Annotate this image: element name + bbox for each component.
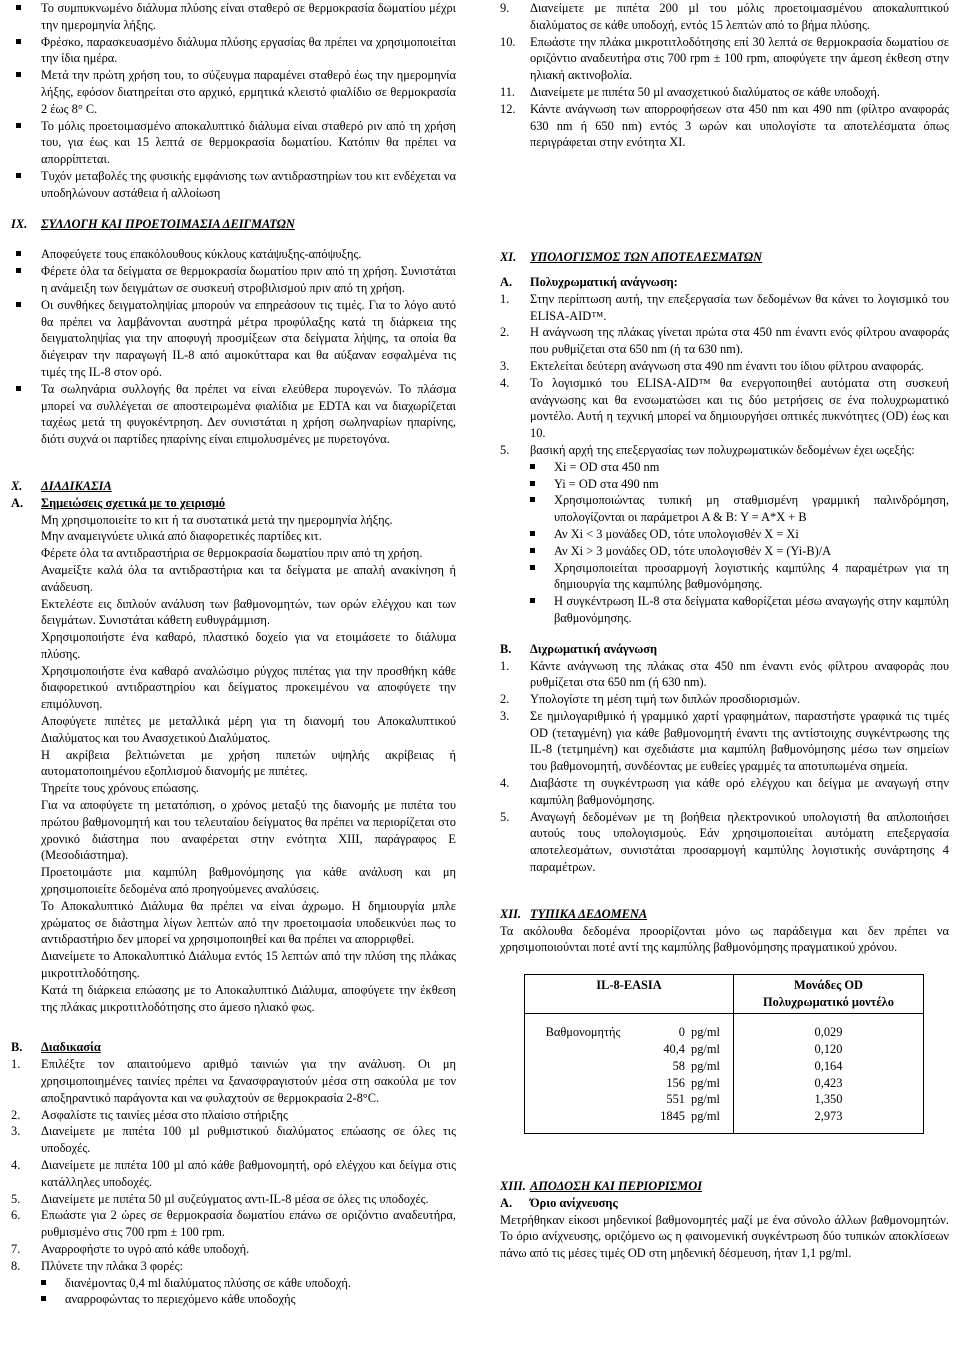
list-item: Φέρετε όλα τα δείγματα σε θερμοκρασία δωματίου πριν από τη χρήση. Συνιστάται η ανάμειξη των δειγμάτων σε συσκευή στροβιλισμού πριν από τη χρήση. xyxy=(11,263,456,297)
list-item: 1. Επιλέξτε τον απαιτούμενο αριθμό ταινιών για την ανάλυση. Οι μη χρησιμοποιημένες ταινίες πρέπει να ξανασφραγιστούν μέσα στη σακούλα με τον αποξηραντικό παράγοντα και να φυλαχτούν σε θερμοκρασία 2-8°C. xyxy=(11,1057,456,1105)
section-number: XI. xyxy=(500,250,517,265)
typical-data-text: Τα ακόλουθα δεδομένα προορίζονται μόνο ως παράδειγμα και δεν πρέπει να χρησιμοποιούνται ποτέ αντί της καμπύλης βαθμονόμησης πραγματικού χρόνου. xyxy=(500,923,949,955)
list-item: Το μόλις προετοιμασμένο αποκαλυπτικό διάλυμα είναι σταθερό ριν από τη χρήση του, για έως και 15 λεπτά σε θερμοκρασία δωματίου. Κατόπιν θα πρέπει να απορρίπτεται. xyxy=(11,118,456,168)
list-item: 10. Επωάστε την πλάκα μικροτιτλοδότησης επί 30 λεπτά σε θερμοκρασία δωματίου σε οριζόντιο αναδευτήρα στις 700 rpm ± 100 rpm, αποφύγετε την άμεση έκθεση στην ηλιακή ακτινοβολία. xyxy=(500,34,949,83)
note: Αποφύγετε πιπέτες με μεταλλικά μέρη για τη διανομή του Αποκαλυπτικού Διαλύματος και του Ανασχετικού Διαλύματος. xyxy=(41,714,456,745)
sample-bullets xyxy=(11,246,456,448)
subsection-letter: B. xyxy=(500,641,512,656)
section-number: X. xyxy=(11,478,23,493)
section-title: ΣΥΛΛΟΓΗ ΚΑΙ ΠΡΟΕΤΟΙΜΑΣΙΑ ΔΕΙΓΜΑΤΩΝ xyxy=(41,216,295,231)
table-cell: 0,029 0,120 0,164 0,423 1,350 2,973 xyxy=(734,1014,924,1134)
note: Χρησιμοποιήστε ένα καθαρό αναλώσιμο ρύγχος πιπέτας για την προσθήκη κάθε διαφορετικού αντιδραστηρίου και δείγματος προκειμένου να αποφύγετε την επιμόλυνση. xyxy=(41,663,456,712)
note: Μη χρησιμοποιείτε το κιτ ή τα συστατικά μετά την ημερομηνία λήξης. xyxy=(41,512,393,527)
list-item: αναρροφώντας το περιεχόμενο κάθε υποδοχής xyxy=(11,1291,456,1308)
note: Το Αποκαλυπτικό Διάλυμα θα πρέπει να είναι άχρωμο. Η δημιουργία μπλε χρώματος σε διάστημα λίγων λεπτών από την προετοιμασία υποδεικνύει πως το αντιδραστήριο δεν μπορεί να χρησιμοποιηθεί και θα πρέπει να απορριφθεί. xyxy=(41,898,456,947)
procedure-steps-continued xyxy=(500,0,949,151)
unit-values: pg/ml pg/ml pg/ml pg/ml pg/ml pg/ml xyxy=(691,1025,720,1124)
list-item: Χρησιμοποιώντας τυπική μη σταθμισμένη γραμμική παλινδρόμηση, υπολογίζονται οι παράμετροι A & B: Y = A*X + B xyxy=(500,492,949,526)
section-title: ΔΙΑΔΙΚΑΣΙΑ xyxy=(41,478,112,493)
right-column xyxy=(500,0,949,1262)
list-item: Χρησιμοποιείται προσαρμογή λογιστικής καμπύλης 4 παραμέτρων για τη δημιουργία της καμπύλης βαθμονόμησης. xyxy=(500,560,949,594)
list-item: 12. Κάντε ανάγνωση των απορροφήσεων στα 450 nm και 490 nm (φίλτρο αναφοράς 630 nm ή 650 nm) εντός 3 ωρών και υπολογίστε τα αποτελέσματα όπως περιγράφεται στην ενότητα XI. xyxy=(500,101,949,150)
list-item: 5. βασική αρχή της επεξεργασίας των πολυχρωματικών δεδομένων έχει ωςεξής: xyxy=(500,442,915,457)
subsection-letter: A. xyxy=(500,1195,513,1210)
polychromatic-steps xyxy=(500,291,949,627)
table-cell xyxy=(525,1014,734,1134)
section-heading-xii xyxy=(500,906,949,923)
section-title: ΤΥΠΙΚΑ ΔΕΔΟΜΕΝΑ xyxy=(530,906,648,921)
section-number: XII. xyxy=(500,906,522,921)
list-item: Η συγκέντρωση IL-8 στα δείγματα καθορίζεται μέσω αναγωγής στην καμπύλη βαθμονόμησης. xyxy=(500,593,949,627)
list-item: Φρέσκο, παρασκευασμένο διάλυμα πλύσης εργασίας θα πρέπει να χρησιμοποιείται την ίδια ημέρα. xyxy=(11,34,456,68)
list-item: 4. Το λογισμικό του ELISA-AID™ θα ενεργοποιηθεί αυτόματα στη συσκευή ανάγνωσης και θα ενσωματώσει και τις δύο μετρήσεις σε ένα πολυχρωματικό μοντέλο. Αυτή η τεχνική μπορεί να δημιουργήσει οπτικές πυκνότητες (OD) έως και 10. xyxy=(500,375,949,441)
list-item: Μετά την πρώτη χρήση του, το σύζευγμα παραμένει σταθερό έως την ημερομηνία λήξης, εφόσον διατηρείται στο αρχικό, ερμητικά κλειστό φιαλίδιο σε θερμοκρασία 2 έως 8° C. xyxy=(11,67,456,117)
list-item: Τυχόν μεταβολές της φυσικής εμφάνισης των αντιδραστηρίων του κιτ ενδέχεται να υποδηλώνουν αστάθεια ή αλλοίωση xyxy=(11,168,456,202)
note: Αναμείξτε καλά όλα τα αντιδραστήρια και τα δείγματα με απαλή ανακίνηση ή ανάδευση. xyxy=(41,562,456,594)
note: Η ακρίβεια βελτιώνεται με χρήση πιπετών υψηλής ακρίβειας ή αυτοματοποιημένου εξοπλισμού διανομής με πιπέτες. xyxy=(41,747,456,779)
section-heading-x xyxy=(11,478,456,495)
subsection-letter: A. xyxy=(500,274,513,289)
list-item: Αν Xi > 3 μονάδες OD, τότε υπολογισθέν X = (Yi-B)/A xyxy=(500,543,949,560)
list-item: 8. Πλύνετε την πλάκα 3 φορές: xyxy=(11,1258,183,1273)
list-item: 2. Ασφαλίστε τις ταινίες μέσα στο πλαίσιο στήριξης xyxy=(11,1107,288,1122)
list-item: 1. Κάντε ανάγνωση της πλάκας στα 450 nm έναντι ενός φίλτρου αναφοράς που ρυθμίζεται στα 650 nm (ή 630 nm). xyxy=(500,658,949,690)
list-item: 2. Η ανάγνωση της πλάκας γίνεται πρώτα στα 450 nm έναντι ενός φίλτρου αναφοράς που ρυθμίζεται στα 650 nm (ή τα 630 nm). xyxy=(500,325,949,357)
note: Χρησιμοποιήστε ένα καθαρό, πλαστικό δοχείο για να ετοιμάσετε το διάλυμα πλύσης. xyxy=(41,630,456,661)
section-heading-ix xyxy=(11,216,456,233)
section-title: ΥΠΟΛΟΓΙΣΜΟΣ ΤΩΝ ΑΠΟΤΕΛΕΣΜΑΤΩΝ xyxy=(530,250,763,265)
list-item: Το συμπυκνωμένο διάλυμα πλύσης είναι σταθερό σε θερμοκρασία δωματίου μέχρι την ημερομηνία λήξης. xyxy=(11,0,456,34)
subsection-letter: B. xyxy=(11,1040,23,1055)
list-item: Yi = OD στα 490 nm xyxy=(500,476,949,493)
list-item: διανέμοντας 0,4 ml διαλύματος πλύσης σε κάθε υποδοχή. xyxy=(11,1275,456,1292)
section-title: ΑΠΟΔΟΣΗ ΚΑΙ ΠΕΡΙΟΡΙΣΜΟΙ xyxy=(530,1179,703,1194)
note: Διανείμετε το Αποκαλυπτικό Διάλυμα εντός 15 λεπτών από την πλύση της πλάκας μικροτιτλοδότησης. xyxy=(41,949,456,981)
list-item: 5. Αναγωγή δεδομένων με τη βοήθεια ηλεκτρονικού υπολογιστή θα απλοποιήσει αυτούς τους υπολογισμούς. Εάν χρησιμοποιείται αυτόματη επεξεργασία αποτελεσμάτων, συνιστάται προσαρμογή καμπύλης λογιστικής συνάρτησης 4 παραμέτρων. xyxy=(500,809,949,875)
list-item: 3. Διανείμετε με πιπέτα 100 µl ρυθμιστικού διαλύματος επώασης σε όλες τις υποδοχές. xyxy=(11,1124,456,1156)
subsection-title: Διαδικασία xyxy=(41,1040,101,1055)
left-column xyxy=(11,0,456,1308)
bichromatic-steps xyxy=(500,658,949,876)
list-item: 5. Διανείμετε με πιπέτα 50 µl συζεύγματος αντι-IL-8 μέσα σε όλες τις υποδοχές. xyxy=(11,1191,429,1206)
list-item: 4. Διανείμετε με πιπέτα 100 µl από κάθε βαθμονομητή, ορό ελέγχου και δείγμα στις κατάλληλες υποδοχές. xyxy=(11,1158,456,1189)
subsection-title: Σημειώσεις σχετικά με το χειρισμό xyxy=(41,495,226,510)
subsection-heading-handling xyxy=(11,495,456,512)
subsection-title: Διχρωματική ανάγνωση xyxy=(530,641,658,656)
section-number: IX. xyxy=(11,216,28,231)
list-item: 6. Επωάστε για 2 ώρες σε θερμοκρασία δωματίου επάνω σε οριζόντιο αναδευτήρα, ρυθμισμένο στις 700 rpm ± 100 rpm. xyxy=(11,1208,456,1240)
subsection-heading-detection-limit xyxy=(500,1195,949,1212)
subsection-title: Όριο ανίχνευσης xyxy=(530,1195,618,1210)
stability-bullets xyxy=(11,0,456,202)
subsection-letter: A. xyxy=(11,495,24,510)
procedure-steps xyxy=(11,1056,456,1308)
list-item: 1. Στην περίπτωση αυτή, την επεξεργασία των δεδομένων θα κάνει το λογισμικό του ELISA-AID™. xyxy=(500,291,949,323)
subsection-heading-procedure xyxy=(11,1039,456,1056)
detection-limit-text: Μετρήθηκαν είκοσι μηδενικοί βαθμονομητές μαζί με ένα σύνολο άλλων βαθμονομητών. Το όριο ανίχνευσης, οριζόμενο ως η φαινομενική συγκέντρωση δύο τυπικών αποκλίσεων πάνω από τις μέσες τιμές OD στη μηδενική δέσμευση, ήταν 1,1 pg/ml. xyxy=(500,1212,949,1261)
note: Τηρείτε τους χρόνους επώασης. xyxy=(41,781,199,796)
section-heading-xi xyxy=(500,249,949,266)
section-number: XIII. xyxy=(500,1179,526,1194)
handling-notes xyxy=(11,512,456,1016)
list-item: 2. Υπολογίστε τη μέση τιμή των διπλών προσδιορισμών. xyxy=(500,692,801,707)
list-item: Αν Xi < 3 μονάδες OD, τότε υπολογισθέν X = Xi xyxy=(500,526,949,543)
note: Φέρετε όλα τα αντιδραστήρια σε θερμοκρασία δωματίου πριν από τη χρήση. xyxy=(41,546,423,561)
row-label: Βαθμονομητής xyxy=(545,1025,621,1040)
note: Εκτελέστε εις διπλούν ανάλυση των βαθμονομητών, των ορών ελέγχου και των δειγμάτων. Συνιστάται κάθετη ευθυγράμμιση. xyxy=(41,596,456,628)
subsection-heading-bichromatic xyxy=(500,641,949,658)
list-item: 4. Διαβάστε τη συγκέντρωση για κάθε ορό ελέγχου και δείγμα με αναγωγή στην καμπύλη βαθμονόμησης. xyxy=(500,776,949,807)
note: Για να αποφύγετε τη μετατόπιση, ο χρόνος μεταξύ της διανομής με πιπέτα του πρώτου βαθμονομητή και του τελευταίου δείγματος θα πρέπει να περιορίζεται στο χρονικό διάστημα που αναφέρεται στην ενότητα XIII, παράγραφος E (Μεσοδιάστημα). xyxy=(41,798,456,863)
note: Μην αναμειγνύετε υλικά από διαφορετικές παρτίδες κιτ. xyxy=(41,529,322,544)
subsection-heading-polychromatic xyxy=(500,274,949,291)
section-heading-xiii xyxy=(500,1178,949,1195)
list-item: 3. Εκτελείται δεύτερη ανάγνωση στα 490 nm έναντι του ίδιου φίλτρου αναφοράς. xyxy=(500,358,924,373)
list-item: Τα σωληνάρια συλλογής θα πρέπει να είναι ελεύθερα πυρογενών. Το πλάσμα μπορεί να συλλέγεται σε αποστειρωμένα φιαλίδια με EDTA και να διαχωρίζεται ταχέως μετά τη φυγοκέντρηση. Δεν συνιστάται η χρήση σωληναρίων ηπαρίνης, διότι συχνά οι παρτίδες ηπαρίνης είναι επιμολυσμένες με πυρετογόνα. xyxy=(11,381,456,448)
note: Κατά τη διάρκεια επώασης με το Αποκαλυπτικό Διάλυμα, αποφύγετε την έκθεση της πλάκας μικροτιτλοδότησης στο άμεσο ηλιακό φως. xyxy=(41,982,456,1014)
typical-data-table xyxy=(524,974,924,1134)
list-item: 11. Διανείμετε με πιπέτα 50 µl ανασχετικού διαλύματος σε κάθε υποδοχή. xyxy=(500,84,880,99)
table-header: IL-8-EASIA xyxy=(525,975,734,1014)
list-item: Αποφεύγετε τους επακόλουθους κύκλους κατάψυξης-απόψυξης. xyxy=(11,246,456,263)
list-item: 3. Σε ημιλογαριθμικό ή γραμμικό χαρτί γραφημάτων, παραστήστε γραφικά τις τιμές OD (τεταγμένη) για κάθε βαθμονομητή έναντι της αντίστοιχης συγκέντρωσης της IL-8 (τετμημένη) και σχεδιάστε μια καμπύλη βαθμονόμησης μέσω των σημείων του βαθμονομητή, συνδέοντας με ευθείες γραμμές τα αποτυπωμένα σημεία. xyxy=(500,708,949,774)
subsection-title: Πολυχρωματική ανάγνωση: xyxy=(530,274,678,289)
list-item: 7. Αναρροφήστε το υγρό από κάθε υποδοχή. xyxy=(11,1241,250,1256)
list-item: Xi = OD στα 450 nm xyxy=(500,459,949,476)
conc-values: 0 40,4 58 156 551 1845 xyxy=(660,1025,685,1124)
note: Προετοιμάστε μια καμπύλη βαθμονόμησης για κάθε ανάλυση και μη χρησιμοποιείτε δεδομένα από προηγούμενες αναλύσεις. xyxy=(41,865,456,897)
list-item: 9. Διανείμετε με πιπέτα 200 µl του μόλις προετοιμασμένου αποκαλυπτικού διαλύματος σε κάθε υποδοχή, εντός 15 λεπτών από το βήμα πλύσης. xyxy=(500,1,949,32)
list-item: Οι συνθήκες δειγματοληψίας μπορούν να επηρεάσουν τις τιμές. Για το λόγο αυτό θα πρέπει να λαμβάνονται αυστηρά μέτρα προφύλαξης κατά τη διάρκεια της δειγματοληψίας για την αποφυγή προσμίξεων στα δείγματα λήψης, τα οποία θα διέγειραν την παραγωγή IL-8 από αιμοκύτταρα και θα αύξαναν εσφαλμένα τις τιμές της IL-8 στον ορό. xyxy=(11,297,456,381)
table-header: Μονάδες OD Πολυχρωματικό μοντέλο xyxy=(734,975,924,1014)
